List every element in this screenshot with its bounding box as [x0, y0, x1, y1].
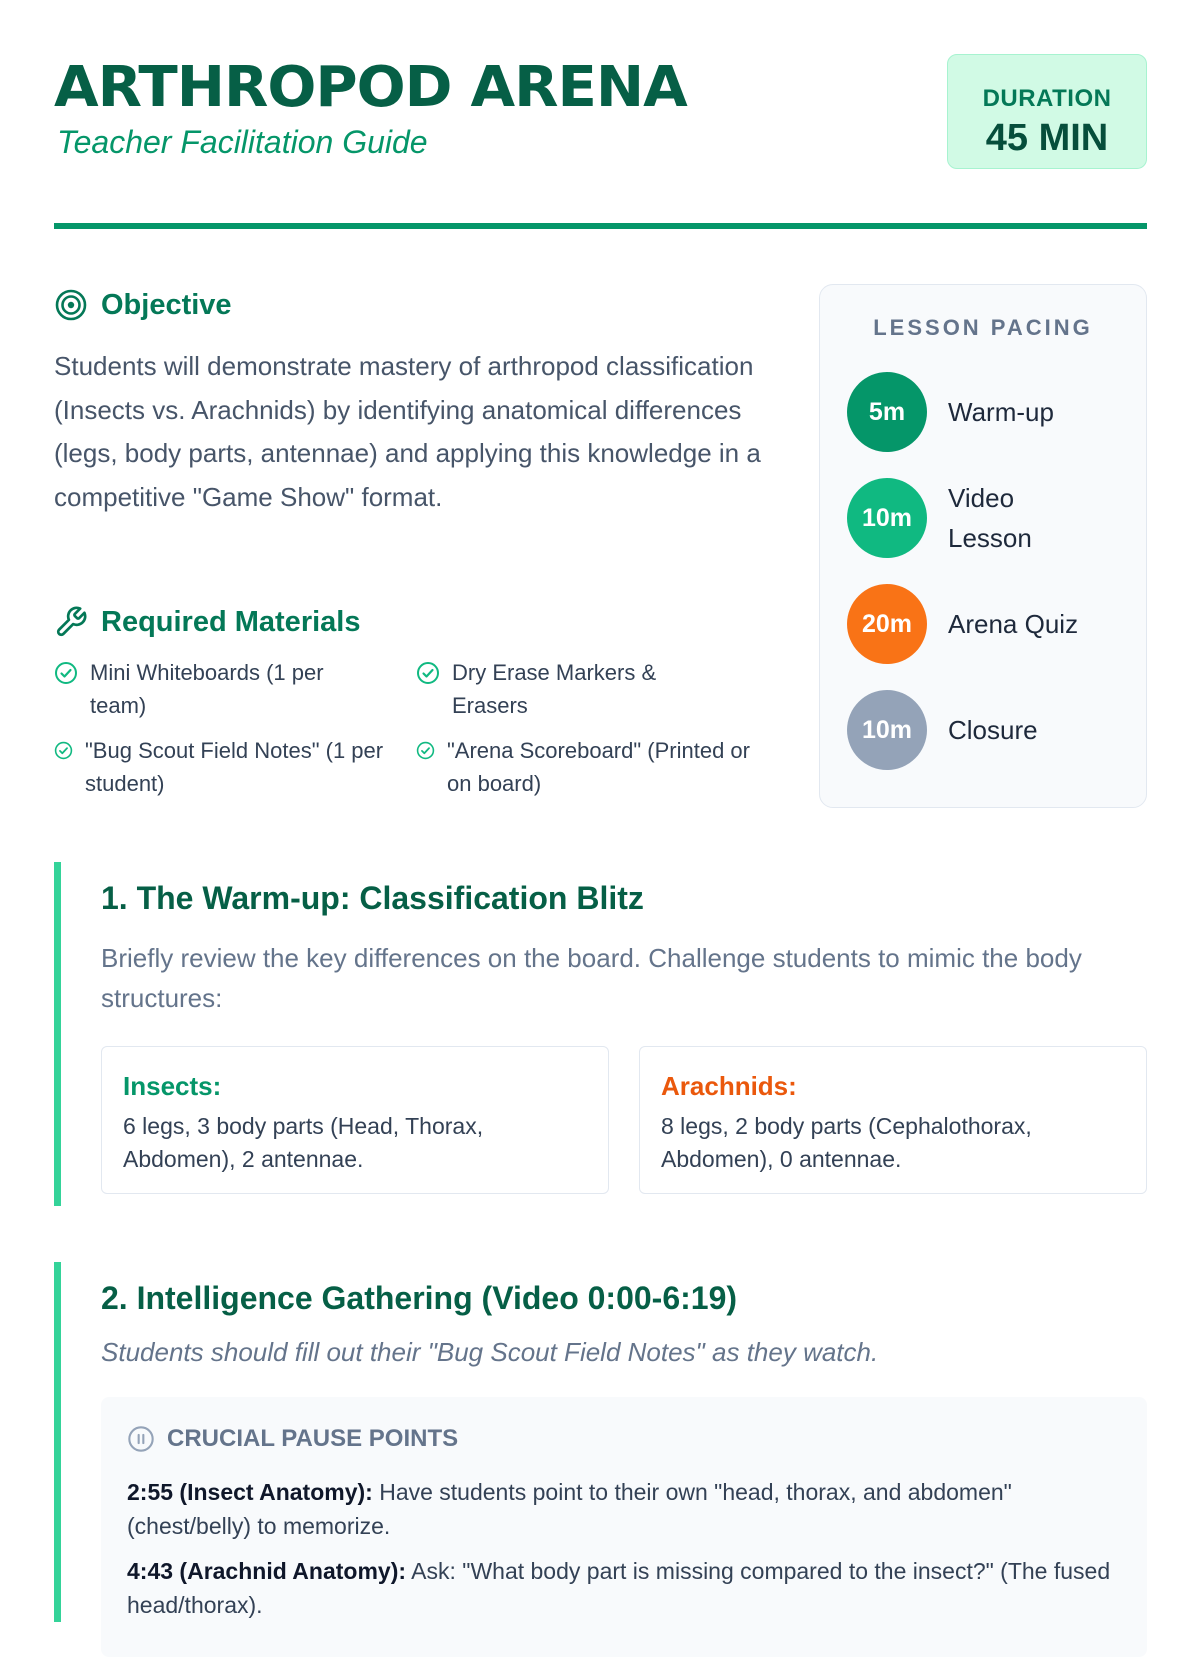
- step-title: 2. Intelligence Gathering (Video 0:00-6:19): [101, 1280, 738, 1316]
- pause-point-text: Ask: "What body part is missing compared to the insect?" (The fused head/thorax).: [127, 1558, 1111, 1618]
- insects-heading: Insects:: [123, 1071, 222, 1101]
- material-label: Mini Whiteboards (1 per team): [90, 660, 324, 718]
- pacing-item-closure: [847, 690, 1098, 770]
- insects-card: [101, 1046, 609, 1194]
- material-label: "Arena Scoreboard" (Printed or on board): [447, 738, 750, 796]
- page-title: ARTHROPOD ARENA: [54, 55, 687, 120]
- list-item: [416, 656, 726, 722]
- pacing-item-arena-quiz: [847, 584, 1098, 664]
- materials-heading: [54, 605, 360, 639]
- pause-point-time: 4:43 (Arachnid Anatomy):: [127, 1558, 407, 1584]
- pacing-time-badge: 20m: [847, 584, 927, 664]
- pacing-item-warm-up: [847, 372, 1098, 452]
- duration-value: 45 MIN: [985, 117, 1109, 159]
- list-item: [54, 734, 384, 800]
- pause-point-item: [127, 1554, 1117, 1622]
- duration-badge: [947, 54, 1147, 169]
- materials-heading-label: Required Materials: [101, 605, 361, 638]
- pause-point-item: [127, 1475, 1117, 1543]
- pacing-label: Arena Quiz: [948, 609, 1079, 639]
- pause-points-panel: [101, 1397, 1147, 1657]
- pause-circle-icon: [127, 1425, 155, 1453]
- step-warm-up: [54, 862, 1154, 1206]
- pacing-item-video-lesson: [847, 478, 1038, 558]
- pacing-label: Closure: [948, 715, 1038, 745]
- step-intelligence-gathering: [54, 1262, 1154, 1622]
- pacing-label: Warm-up: [948, 397, 1054, 427]
- pause-points-heading-label: CRUCIAL PAUSE POINTS: [167, 1425, 459, 1452]
- step-description: Students should fill out their "Bug Scout Field Notes" as they watch.: [101, 1337, 879, 1367]
- material-label: "Bug Scout Field Notes" (1 per student): [85, 738, 384, 796]
- objective-heading: [54, 288, 232, 322]
- wrench-icon: [54, 605, 88, 639]
- insects-text: 6 legs, 3 body parts (Head, Thorax, Abdomen), 2 antennae.: [123, 1113, 484, 1172]
- pacing-title: LESSON PACING: [873, 315, 1093, 340]
- check-circle-icon: [54, 661, 78, 690]
- pacing-label: Video Lesson: [948, 483, 1032, 553]
- check-circle-icon: [416, 661, 440, 690]
- pause-point-text: Have students point to their own "head, thorax, and abdomen" (chest/belly) to memorize.: [127, 1479, 1012, 1539]
- objective-heading-label: Objective: [101, 288, 232, 321]
- material-label: Dry Erase Markers & Erasers: [452, 660, 657, 718]
- target-icon: [54, 288, 88, 322]
- arachnids-text: 8 legs, 2 body parts (Cephalothorax, Abdomen), 0 antennae.: [661, 1113, 1032, 1172]
- list-item: [54, 656, 374, 722]
- check-circle-icon: [54, 741, 73, 765]
- page-subtitle: Teacher Facilitation Guide: [57, 124, 428, 160]
- duration-label: DURATION: [982, 85, 1112, 112]
- header-divider: [54, 223, 1147, 229]
- arachnids-card: [639, 1046, 1147, 1194]
- check-circle-icon: [416, 741, 435, 765]
- arachnids-heading: Arachnids:: [661, 1071, 797, 1101]
- step-description: Briefly review the key differences on the board. Challenge students to mimic the body structures:: [101, 943, 1082, 1013]
- pacing-time-badge: 10m: [847, 690, 927, 770]
- lesson-pacing-card: [819, 284, 1147, 808]
- step-title: 1. The Warm-up: Classification Blitz: [101, 880, 644, 916]
- objective-text: Students will demonstrate mastery of arthropod classification (Insects vs. Arachnids) by identifying anatomical differences (legs, body parts, antennae) and applying this knowledge in a competitive "Game Show" format.: [54, 351, 761, 512]
- guide-header: [54, 0, 1147, 230]
- pacing-time-badge: 5m: [847, 372, 927, 452]
- pacing-time-badge: 10m: [847, 478, 927, 558]
- list-item: [416, 734, 766, 800]
- pause-point-time: 2:55 (Insect Anatomy):: [127, 1479, 373, 1505]
- pause-points-heading: [127, 1425, 458, 1453]
